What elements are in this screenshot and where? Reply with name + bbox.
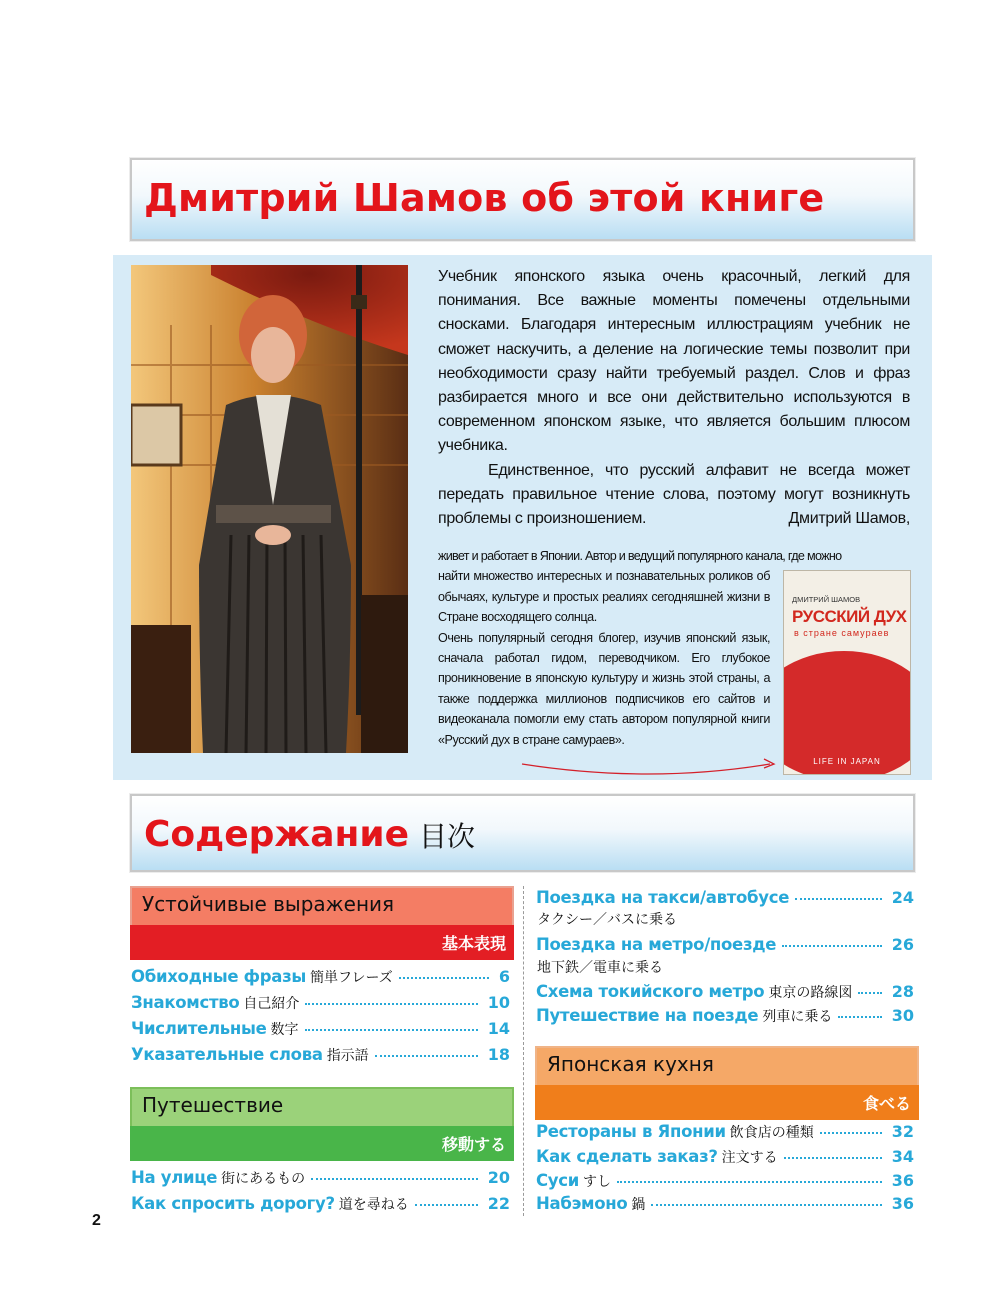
toc-item-page: 32 xyxy=(891,1122,914,1141)
toc-item[interactable] xyxy=(131,993,510,1017)
section-subtitle-jp: 移動する xyxy=(441,1137,506,1154)
section-subtitle-bar xyxy=(535,1085,919,1120)
contents-title-ru: Содержание xyxy=(144,814,410,855)
toc-item[interactable] xyxy=(131,1194,510,1218)
toc-leader xyxy=(617,1180,882,1183)
toc-item-page: 24 xyxy=(891,888,914,907)
bio-paragraph: Очень популярный сегодня блогер, изучив японский язык, сначала работал гидом, переводчиком. Его глубокое проникновение в японскую культуру и жизнь этой страны, а также поддержка миллионов подписчиков его сайтов и видеоканала помогли ему стать автором популярной книги «Русский дух в стране самураев». xyxy=(438,630,770,747)
toc-leader xyxy=(375,1054,478,1057)
toc-item[interactable] xyxy=(536,1194,914,1218)
toc-leader xyxy=(795,897,882,900)
section-subtitle-bar xyxy=(130,1126,514,1161)
section-header-phrases xyxy=(130,886,514,960)
toc-item-title: Суси xyxy=(536,1171,580,1190)
arrow-icon xyxy=(520,750,780,780)
toc-item[interactable] xyxy=(536,1147,914,1171)
toc-item-jp: 注文する xyxy=(721,1149,778,1165)
toc-item-page: 14 xyxy=(487,1019,510,1038)
signature: Дмитрий Шамов, xyxy=(788,510,910,527)
toc-item-title: Поездка на такси/автобусе xyxy=(536,888,790,907)
toc-item-page: 22 xyxy=(487,1194,510,1213)
toc-item-title: Обиходные фразы xyxy=(131,967,306,986)
header-banner xyxy=(130,158,915,241)
toc-item[interactable] xyxy=(536,982,914,1006)
contents-title xyxy=(144,814,475,855)
review-text xyxy=(438,265,910,531)
section-title: Устойчивые выражения xyxy=(142,892,395,916)
toc-item-title: Как спросить дорогу? xyxy=(131,1194,335,1213)
toc-item-title: Числительные xyxy=(131,1019,267,1038)
toc-item-jp: 数字 xyxy=(270,1021,299,1037)
section-title: Японская кухня xyxy=(547,1052,714,1076)
toc-leader xyxy=(415,1203,478,1206)
toc-item-page: 36 xyxy=(891,1194,914,1213)
toc-leader xyxy=(305,1028,478,1031)
toc-item-title: Схема токийского метро xyxy=(536,982,765,1001)
contents-banner xyxy=(130,794,915,872)
toc-leader xyxy=(311,1177,478,1180)
toc-item-title: Знакомство xyxy=(131,993,240,1012)
column-divider xyxy=(523,886,525,1216)
bio-line: живет и работает в Японии. Автор и ведущий популярного канала, где можно xyxy=(438,549,842,563)
toc-item-jp: 自己紹介 xyxy=(243,995,300,1011)
toc-item-title: Поездка на метро/поезде xyxy=(536,935,777,954)
toc-leader xyxy=(820,1131,882,1134)
toc-item-page: 6 xyxy=(498,967,510,986)
toc-item-page: 30 xyxy=(891,1006,914,1025)
review-paragraph: Учебник японского языка очень красочный, легкий для понимания. Все важные моменты помечены отдельными сносками. Благодаря интересным иллюстрациям учебник не сможет наскучить, а деление на логические темы позволит при необходимости сразу найти требуемый раздел. Слов и фраз разбирается много и все они действительно используются в современном японском языке, что является большим плюсом учебника. xyxy=(438,268,910,455)
toc-item-title: Рестораны в Японии xyxy=(536,1122,726,1141)
toc-leader xyxy=(651,1203,881,1206)
book-author: ДМИТРИЙ ШАМОВ xyxy=(792,595,861,604)
toc-leader xyxy=(858,991,881,994)
toc-item-page: 28 xyxy=(891,982,914,1001)
toc-item-jp: 東京の路線図 xyxy=(768,984,853,1000)
author-photo xyxy=(131,265,408,753)
toc-item[interactable] xyxy=(131,1045,510,1069)
toc-item[interactable] xyxy=(536,1171,914,1195)
toc-leader xyxy=(305,1002,477,1005)
bio-paragraph: найти множество интересных и познавательных роликов об обычаях, культуре и простых реалиях сегодняшней жизни в Стране восходящего солнца. xyxy=(438,569,770,625)
section-header-travel xyxy=(130,1087,514,1161)
section-subtitle-jp: 基本表現 xyxy=(441,936,506,953)
book-cover xyxy=(783,570,911,775)
section-subtitle-jp: 食べる xyxy=(862,1096,911,1113)
contents-title-jp: 目次 xyxy=(419,820,476,853)
toc-item[interactable] xyxy=(131,1019,510,1043)
toc-item-title: Как сделать заказ? xyxy=(536,1147,718,1166)
toc-leader xyxy=(838,1015,881,1018)
toc-item[interactable] xyxy=(536,1006,914,1030)
book-subtitle: в стране самураев xyxy=(794,628,890,638)
page-number: 2 xyxy=(92,1212,101,1229)
toc-item-jp: 列車に乗る xyxy=(762,1008,833,1024)
review-paragraph: Единственное, что русский алфавит не всегда может передать правильное чтение слова, поэтому могут возникнуть проблемы с произношением. xyxy=(438,461,910,528)
toc-item-subtitle: タクシー／バスに乗る xyxy=(537,911,677,927)
book-title: РУССКИЙ ДУХ xyxy=(792,607,907,626)
toc-item[interactable] xyxy=(131,967,510,991)
toc-item-page: 34 xyxy=(891,1147,914,1166)
toc-item-page: 20 xyxy=(487,1168,510,1187)
toc-item-jp: 簡単フレーズ xyxy=(310,969,393,985)
section-subtitle-bar xyxy=(130,925,514,960)
toc-item[interactable] xyxy=(131,1168,510,1192)
toc-item-jp: 街にあるもの xyxy=(221,1170,306,1186)
toc-item-page: 36 xyxy=(891,1171,914,1190)
toc-item-jp: 指示語 xyxy=(326,1047,369,1063)
toc-item-title: Путешествие на поезде xyxy=(536,1006,759,1025)
toc-item-page: 26 xyxy=(891,935,914,954)
toc-item[interactable] xyxy=(536,1122,914,1146)
section-title: Путешествие xyxy=(142,1093,284,1117)
section-header-food xyxy=(535,1046,919,1120)
toc-item-title: На улице xyxy=(131,1168,218,1187)
toc-item-jp: 飲食店の種類 xyxy=(729,1124,814,1140)
page-title: Дмитрий Шамов об этой книге xyxy=(144,176,825,220)
toc-item-page: 18 xyxy=(487,1045,510,1064)
toc-item[interactable] xyxy=(536,935,914,959)
book-footer: LIFE IN JAPAN xyxy=(813,757,881,766)
toc-item-jp: 道を尋ねる xyxy=(338,1196,409,1212)
toc-item-title: Указательные слова xyxy=(131,1045,323,1064)
toc-item-page: 10 xyxy=(487,993,510,1012)
toc-leader xyxy=(399,976,489,979)
toc-leader xyxy=(784,1156,882,1159)
toc-item-subtitle: 地下鉄／電車に乗る xyxy=(537,959,663,975)
toc-leader xyxy=(782,944,882,947)
toc-item-title: Набэмоно xyxy=(536,1194,628,1213)
toc-item-jp: 鍋 xyxy=(631,1196,646,1212)
toc-item-jp: すし xyxy=(583,1173,612,1189)
